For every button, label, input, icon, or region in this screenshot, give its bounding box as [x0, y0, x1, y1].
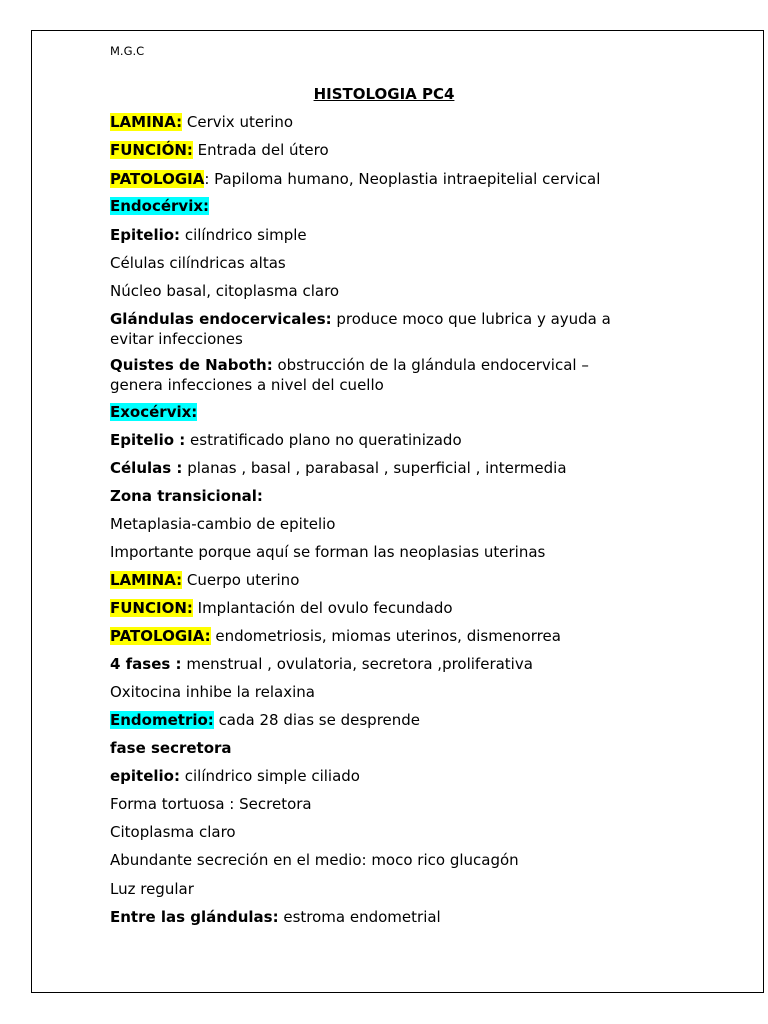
line-text: cada 28 dias se desprende [213, 711, 421, 729]
line-lamina-cuerpo [110, 571, 640, 591]
line-forma-tortuosa [110, 795, 640, 815]
line-label: fase secretora [110, 739, 232, 757]
line-endometrio [110, 711, 640, 731]
line-text: Núcleo basal, citoplasma claro [110, 282, 340, 300]
line-text: Forma tortuosa : Secretora [110, 795, 312, 813]
line-label: Entre las glándulas: [110, 908, 279, 926]
line-text: obstrucción de la glándula endocervical – genera infecciones a nivel del cuello [110, 356, 589, 394]
line-text: estroma endometrial [278, 908, 441, 926]
line-quistes-naboth [110, 356, 640, 395]
line-text: Luz regular [110, 880, 194, 898]
line-label: Epitelio: [110, 226, 181, 244]
line-text: planas , basal , parabasal , superficial , intermedia [182, 459, 567, 477]
line-text: Oxitocina inhibe la relaxina [110, 683, 315, 701]
line-label: PATOLOGIA: [110, 627, 211, 645]
line-label: Endocérvix: [110, 197, 210, 215]
line-lamina-cervix [110, 113, 640, 133]
line-metaplasia [110, 515, 640, 535]
line-funcion-cuerpo [110, 599, 640, 619]
line-text: Abundante secreción en el medio: moco rico glucagón [110, 851, 519, 869]
line-entre-glandulas [110, 908, 640, 928]
line-label: Células : [110, 459, 183, 477]
line-label: Glándulas endocervicales: [110, 310, 332, 328]
line-text: Entrada del útero [192, 141, 329, 159]
line-label: PATOLOGIA [110, 170, 205, 188]
line-funcion-cervix [110, 141, 640, 161]
line-text: Cervix uterino [182, 113, 294, 131]
line-label: Exocérvix: [110, 403, 198, 421]
line-text: cilíndrico simple [180, 226, 307, 244]
line-label: Endometrio: [110, 711, 214, 729]
line-label: LAMINA: [110, 113, 183, 131]
line-text: menstrual , ovulatoria, secretora ,proliferativa [181, 655, 533, 673]
line-text: Células cilíndricas altas [110, 254, 286, 272]
line-label: 4 fases : [110, 655, 182, 673]
document-title: HISTOLOGIA PC4 [313, 85, 455, 103]
author-initials: M.G.C [110, 44, 145, 58]
line-text: Implantación del ovulo fecundado [192, 599, 453, 617]
line-text: produce moco que lubrica y ayuda a evitar infecciones [110, 310, 611, 348]
line-label: FUNCIÓN: [110, 141, 193, 159]
line-label: epitelio: [110, 767, 180, 785]
line-celulas-exocervix [110, 459, 640, 479]
line-text: Importante porque aquí se forman las neoplasias uterinas [110, 543, 546, 561]
line-luz-regular [110, 880, 640, 900]
line-exocervix-heading [110, 403, 640, 423]
line-patologia-cervix [110, 170, 640, 190]
line-label: FUNCION: [110, 599, 193, 617]
line-patologia-cuerpo [110, 627, 640, 647]
line-importante [110, 543, 640, 563]
line-citoplasma-claro [110, 823, 640, 843]
line-text: cilíndrico simple ciliado [179, 767, 360, 785]
line-4-fases [110, 655, 640, 675]
line-text: : Papiloma humano, Neoplastia intraepitelial cervical [204, 170, 601, 188]
line-text: Metaplasia-cambio de epitelio [110, 515, 336, 533]
line-celulas-cilindricas [110, 254, 640, 274]
line-zona-transicional [110, 487, 640, 507]
line-label: Epitelio : [110, 431, 186, 449]
line-endocervix-heading [110, 197, 640, 217]
line-text: endometriosis, miomas uterinos, dismenorrea [210, 627, 561, 645]
line-nucleo-basal [110, 282, 640, 302]
line-oxitocina [110, 683, 640, 703]
line-label: LAMINA: [110, 571, 183, 589]
line-text: Citoplasma claro [110, 823, 236, 841]
line-text: estratificado plano no queratinizado [185, 431, 462, 449]
line-glandulas-endocervicales [110, 310, 640, 349]
line-label: Quistes de Naboth: [110, 356, 273, 374]
line-abundante-secrecion [110, 851, 640, 871]
line-label: Zona transicional: [110, 487, 263, 505]
line-text: Cuerpo uterino [182, 571, 300, 589]
line-epitelio-endocervix [110, 226, 640, 246]
line-epitelio-exocervix [110, 431, 640, 451]
line-fase-secretora [110, 739, 640, 759]
line-epitelio-ciliado [110, 767, 640, 787]
